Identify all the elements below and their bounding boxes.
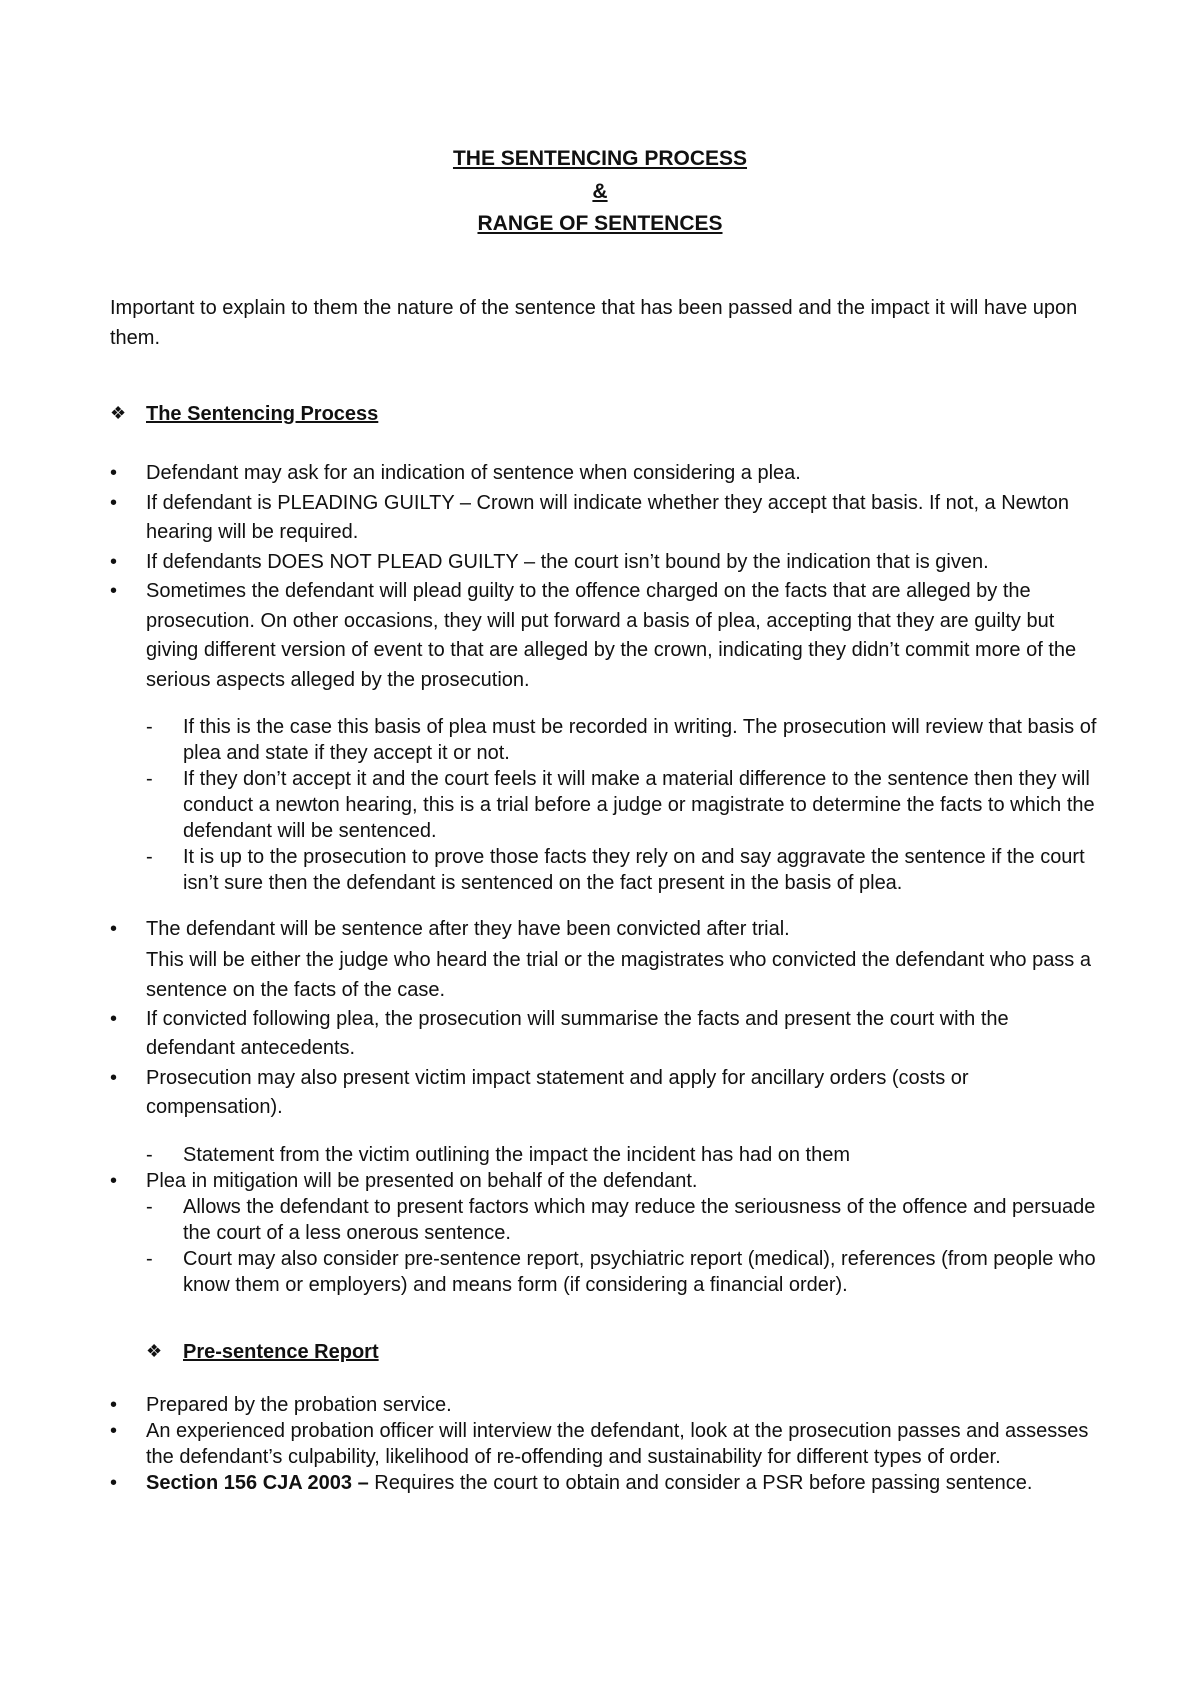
list-item-text: An experienced probation officer will interview the defendant, look at the prosecution passes and assesses the defendant’s culpability, likelihood of re-offending and sustainability for different types of order. [146,1420,1089,1468]
list-item-text: Plea in mitigation will be presented on behalf of the defendant. [146,1169,698,1192]
list-item-text: If convicted following plea, the prosecution will summarise the facts and present the court with the defendant antecedents. [146,1007,1009,1059]
spacer [0,695,1200,714]
list-item [0,915,1100,945]
sub-list-item-text: If they don’t accept it and the court feels it will make a material difference to the sentence then they will conduct a newton hearing, this is a trial before a judge or magistrate to determine the facts to which the defendant will be sentenced. [183,768,1095,842]
bullet-icon: • [110,1420,118,1442]
sub-list-item-text: It is up to the prosecution to prove those facts they rely on and say aggravate the sentence if the court isn’t sure then the defendant is sentenced on the fact present in the basis of plea. [183,846,1085,894]
list-item-text: Requires the court to obtain and consider a PSR before passing sentence. [368,1472,1033,1494]
sub-list-item [0,766,1100,844]
list-item-text: If defendants DOES NOT PLEAD GUILTY – the court isn’t bound by the indication that is given. [146,550,989,573]
bullet-icon: • [110,1394,118,1416]
section-heading-sentencing-process: The Sentencing Process [146,403,379,425]
dash-icon: - [146,768,153,790]
list-item [0,1418,1100,1470]
list-item [0,1168,1100,1194]
list-item [0,577,1100,695]
bullet-icon: • [110,1066,118,1089]
dash-icon: - [146,846,153,868]
pre-sentence-report-list [0,1392,1200,1496]
bullet-icon: • [110,1472,118,1494]
list-item-text: Sometimes the defendant will plead guilty to the offence charged on the facts that are alleged by the prosecution. On other occasions, they will put forward a basis of plea, accepting that they are guilty but giving different version of event to that are alleged by the crown, indicating they didn’t commit more of the serious aspects alleged by the prosecution. [146,580,1077,691]
list-item [0,1470,1100,1496]
diamond-bullet-icon: ❖ [146,1341,163,1361]
sub-list-item [0,1194,1100,1246]
bullet-icon: • [110,491,118,514]
bullet-icon: • [110,918,118,940]
bullet-icon: • [110,1007,118,1030]
list-item [0,1005,1100,1064]
bullet-icon: • [110,550,118,573]
sub-list-item [0,1246,1100,1298]
spacer [0,896,1200,915]
sub-list-item [0,1142,1100,1168]
section-heading-pre-sentence-report: Pre-sentence Report [183,1341,379,1363]
list-item-text: Prosecution may also present victim impact statement and apply for ancillary orders (costs or compensation). [146,1066,969,1118]
document-title-line-2: RANGE OF SENTENCES [477,212,723,235]
sub-list-item-text: If this is the case this basis of plea must be recorded in writing. The prosecution will review that basis of plea and state if they accept it or not. [183,716,1097,764]
sub-list-item-text: Statement from the victim outlining the impact the incident has had on them [183,1143,851,1166]
list-item [0,1392,1100,1418]
list-item [0,459,1100,489]
dash-icon: - [146,1143,153,1166]
list-item-text: Prepared by the probation service. [146,1394,452,1416]
dash-icon: - [146,1195,153,1218]
dash-icon: - [146,1247,153,1270]
dash-icon: - [146,716,153,738]
sentencing-process-list [0,459,1200,1298]
bullet-icon: • [110,580,118,602]
list-item-text: Defendant may ask for an indication of sentence when considering a plea. [146,462,801,484]
sub-list-item [0,844,1100,896]
list-item-text: If defendant is PLEADING GUILTY – Crown will indicate whether they accept that basis. If not, a Newton hearing will be required. [146,491,1070,543]
list-item [0,1064,1100,1123]
list-item [0,489,1100,548]
list-item-text: The defendant will be sentence after they have been convicted after trial. [146,918,790,940]
bullet-icon: • [110,1169,118,1192]
sub-list-item [0,714,1100,766]
list-item [0,548,1100,578]
bullet-icon: • [110,462,118,484]
sub-list-item-text: Allows the defendant to present factors which may reduce the seriousness of the offence and persuade the court of a less onerous sentence. [183,1195,1096,1244]
statute-reference: Section 156 CJA 2003 – [146,1472,369,1494]
document-title-line-1: THE SENTENCING PROCESS [452,147,748,170]
document-title-ampersand: & [592,180,608,203]
intro-paragraph: Important to explain to them the nature of the sentence that has been passed and the impact it will have upon them. [110,297,1078,349]
spacer [0,1123,1200,1142]
list-item-continuation: This will be either the judge who heard the trial or the magistrates who convicted the defendant who pass a sentence on the facts of the case. [146,948,1091,1001]
diamond-bullet-icon: ❖ [110,403,127,423]
sub-list-item-text: Court may also consider pre-sentence report, psychiatric report (medical), references (from people who know them or employers) and means form (if considering a financial order). [183,1247,1096,1296]
